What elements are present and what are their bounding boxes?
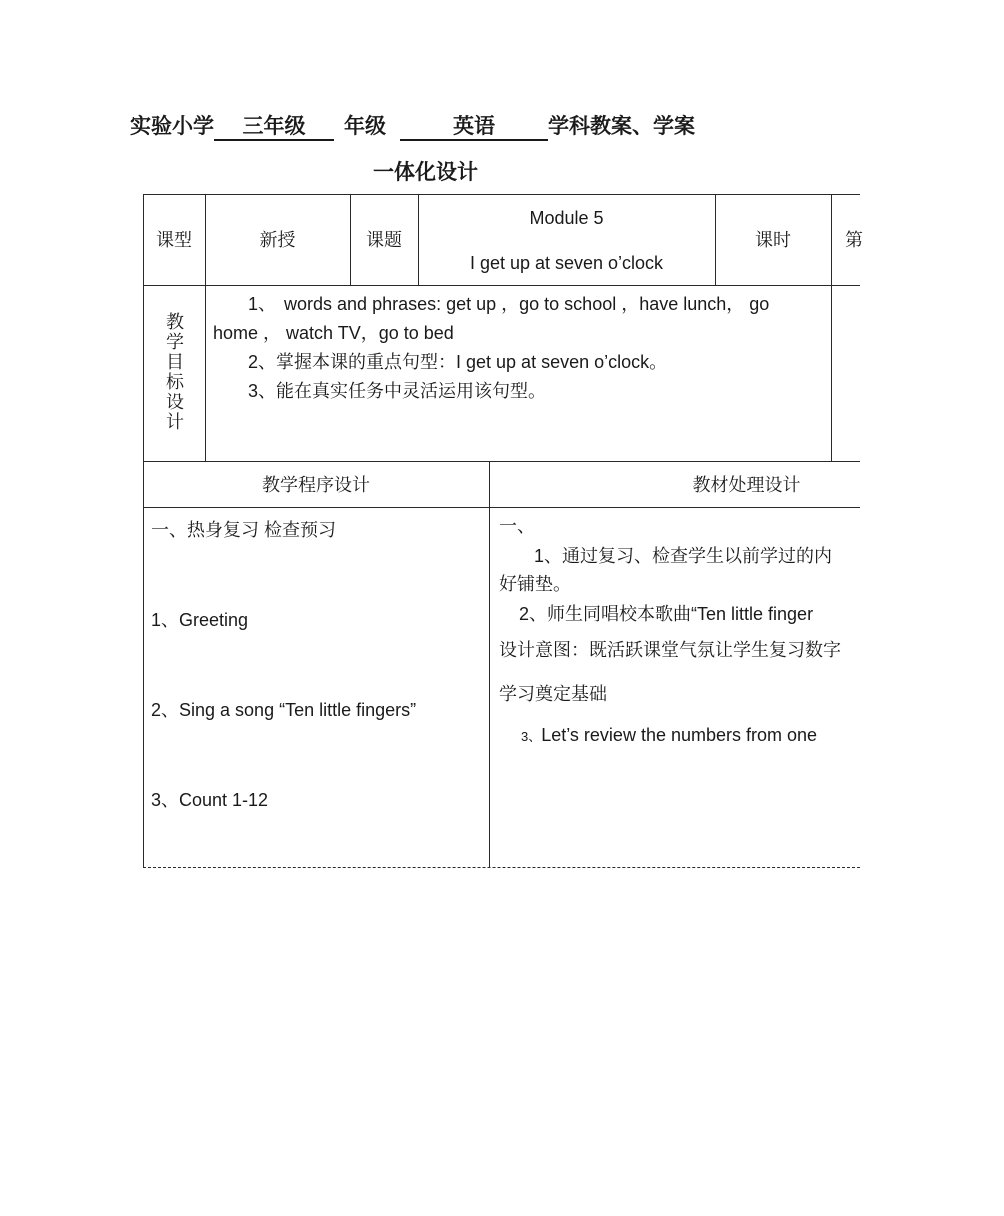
document-title xyxy=(130,112,695,142)
table-border-top xyxy=(143,194,860,195)
procedure-step-1: 1、Greeting xyxy=(151,610,249,630)
table-rule xyxy=(143,507,860,508)
school-name: 实验小学 xyxy=(130,115,214,138)
objective-3: 3、能在真实任务中灵活运用该句型。 xyxy=(248,381,547,401)
subject-blank: 英语 xyxy=(400,115,548,141)
lesson-type-value: 新授 xyxy=(259,230,296,250)
objective-1 xyxy=(213,290,825,319)
table-rule xyxy=(489,461,490,867)
design-note-intent-cont: 学习奠定基础 xyxy=(499,684,607,704)
design-notes xyxy=(499,512,860,812)
period-value: 第 xyxy=(845,230,863,250)
design-note-3-number: 3、 xyxy=(521,729,542,744)
period-label: 课时 xyxy=(755,230,791,250)
table-border-bottom xyxy=(143,867,860,868)
objective-1-text: words and phrases: get up ，go to school ，have lunch， go xyxy=(284,294,770,314)
objective-1-number: 1、 xyxy=(248,294,277,314)
grade-blank: 三年级 xyxy=(214,115,334,141)
design-note-1: 1、通过复习、检查学生以前学过的内 xyxy=(534,546,833,566)
table-rule xyxy=(143,285,860,286)
lesson-type-label: 课型 xyxy=(156,230,192,250)
table-rule xyxy=(143,461,860,462)
design-note-heading: 一、 xyxy=(499,516,535,536)
topic-label: 课题 xyxy=(366,230,402,250)
design-note-2: 2、师生同唱校本歌曲“Ten little finger xyxy=(519,604,814,624)
design-note-intent: 设计意图：既活跃课堂气氛让学生复习数字 xyxy=(499,640,841,660)
procedure-step-2: 2、Sing a song “Ten little fingers” xyxy=(151,700,417,720)
procedure-step-3: 3、Count 1-12 xyxy=(151,790,269,810)
procedure-heading: 一、热身复习 检查预习 xyxy=(151,520,336,540)
objective-2: 2、掌握本课的重点句型：I get up at seven o’clock。 xyxy=(248,352,668,372)
objectives-content xyxy=(213,290,825,406)
design-note-1-cont: 好铺垫。 xyxy=(499,574,571,594)
title-suffix: 学科教案、学案 xyxy=(548,115,695,138)
design-header: 教材处理设计 xyxy=(692,475,801,495)
design-note-3-text: Let’s review the numbers from one xyxy=(541,725,818,745)
topic-module: Module 5 xyxy=(529,208,604,228)
objective-1-continued: home ， watch TV，go to bed xyxy=(213,323,454,343)
procedure-header: 教学程序设计 xyxy=(262,475,370,495)
objectives-label: 教 学 目 标 设 计 xyxy=(166,312,184,432)
design-note-3 xyxy=(521,725,817,746)
topic-title: I get up at seven o’clock xyxy=(469,253,664,273)
table-border-left xyxy=(143,194,144,867)
grade-word: 年级 xyxy=(344,115,386,138)
table-rule xyxy=(831,194,832,461)
document-subtitle: 一体化设计 xyxy=(373,161,478,184)
